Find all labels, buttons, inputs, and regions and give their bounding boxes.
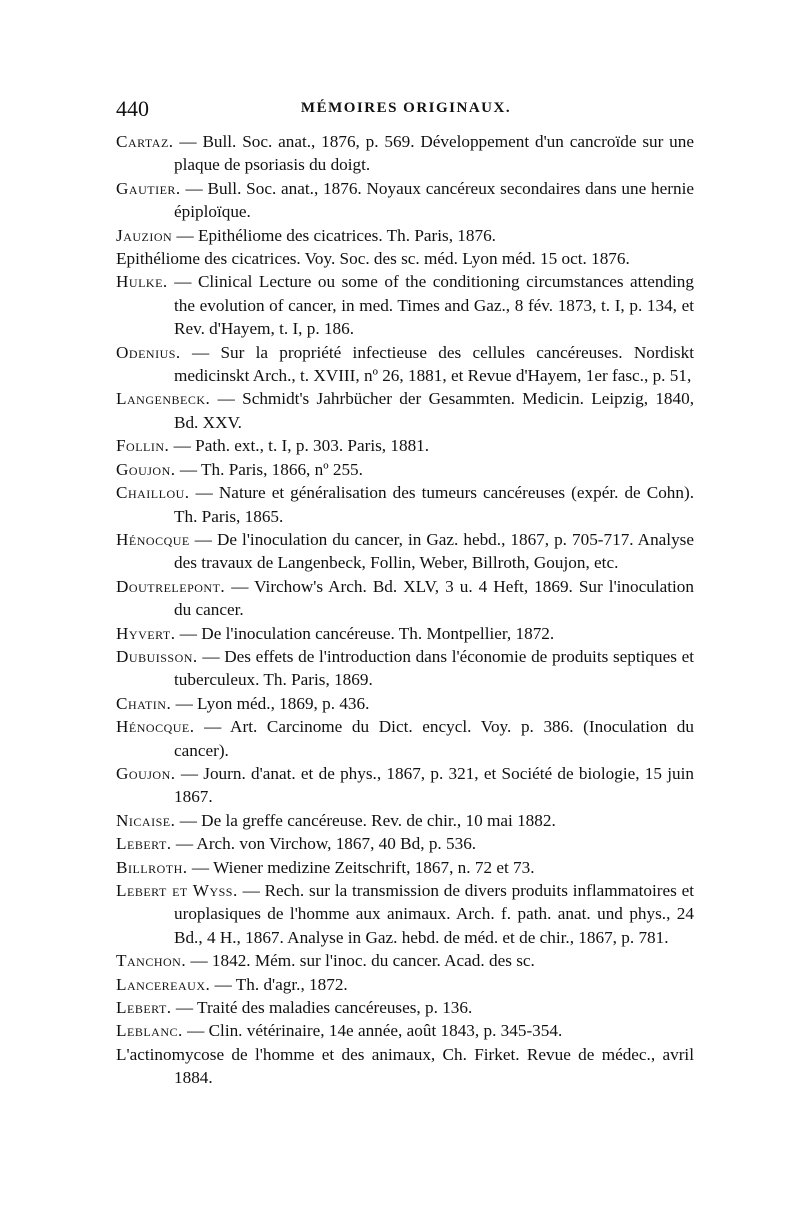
reference-entry xyxy=(116,996,694,1019)
reference-entry xyxy=(116,528,694,575)
reference-entry xyxy=(116,692,694,715)
reference-author: Hénocque xyxy=(116,529,190,549)
reference-text: — Nature et généralisation des tumeurs cancéreuses (expér. de Cohn). Th. Paris, 1865. xyxy=(174,483,694,526)
reference-text: — Lyon méd., 1869, p. 436. xyxy=(171,693,370,713)
reference-author: Chaillou. xyxy=(116,483,190,503)
reference-author: Lebert. xyxy=(116,834,172,854)
reference-entry xyxy=(116,270,694,340)
page-header xyxy=(116,96,696,126)
reference-author: Chatin. xyxy=(116,693,172,713)
reference-entry xyxy=(116,879,694,949)
reference-entry xyxy=(116,130,694,177)
reference-text: — Path. ext., t. I, p. 303. Paris, 1881. xyxy=(169,436,430,456)
reference-entry xyxy=(116,434,694,457)
reference-text: — Journ. d'anat. et de phys., 1867, p. 321, et Société de biologie, 15 juin 1867. xyxy=(174,763,694,807)
reference-text: — Bull. Soc. anat., 1876, p. 569. Développement d'un cancroïde sur une plaque de psoriasis du doigt. xyxy=(173,132,694,175)
reference-text: — Des effets de l'introduction dans l'économie de produits septiques et tuberculeux. Th. Paris, 1869. xyxy=(174,646,694,690)
reference-text: — Th. d'agr., 1872. xyxy=(210,974,348,994)
reference-author: Follin. xyxy=(116,436,170,456)
reference-entry xyxy=(116,832,694,855)
reference-text: — Sur la propriété infectieuse des cellules cancéreuses. Nordiskt medicinskt Arch., t. XVIII, nº 26, 1881, et Revue d'Hayem, 1er fasc., p. 51, xyxy=(174,342,694,386)
reference-author: Gautier. xyxy=(116,178,181,198)
reference-text: — Rech. sur la transmission de divers produits inflammatoires et uroplasiques de l'homme aux animaux. Arch. f. path. anat. und phys., 24 Bd., 4 H., 1867. Analyse in Gaz. hebd. de méd. et de chir., 1867, p. 781. xyxy=(174,881,694,947)
reference-author: Odenius. xyxy=(116,342,181,362)
reference-text: — De l'inoculation du cancer, in Gaz. hebd., 1867, p. 705-717. Analyse des travaux de Langenbeck, Follin, Weber, Billroth, Goujon, etc. xyxy=(174,529,694,573)
reference-text: — De l'inoculation cancéreuse. Th. Montpellier, 1872. xyxy=(175,623,555,643)
page-number: 440 xyxy=(116,96,149,121)
reference-author: Hénocque. xyxy=(116,717,195,737)
reference-entry xyxy=(116,1043,694,1090)
reference-author: Hyvert. xyxy=(116,623,176,643)
reference-text: — Schmidt's Jahrbücher der Gesammten. Medicin. Leipzig, 1840, Bd. XXV. xyxy=(174,389,694,432)
reference-entry xyxy=(116,856,694,879)
reference-author: Billroth. xyxy=(116,857,188,877)
reference-entry xyxy=(116,762,694,809)
reference-entry xyxy=(116,387,694,434)
reference-entry xyxy=(116,949,694,972)
reference-list xyxy=(116,130,694,1090)
reference-author: Langenbeck. xyxy=(116,389,211,409)
reference-text: — Traité des maladies cancéreuses, p. 136. xyxy=(171,998,473,1018)
reference-text: — Art. Carcinome du Dict. encycl. Voy. p. 386. (Inoculation du cancer). xyxy=(174,717,694,760)
reference-author: Doutrelepont. xyxy=(116,576,226,596)
reference-text: L'actinomycose de l'homme et des animaux, Ch. Firket. Revue de médec., avril 1884. xyxy=(116,1044,694,1088)
reference-author: Cartaz. xyxy=(116,132,174,151)
reference-entry xyxy=(116,458,694,481)
reference-text: — Wiener medizine Zeitschrift, 1867, n. 72 et 73. xyxy=(187,857,535,877)
reference-entry xyxy=(116,575,694,622)
reference-entry xyxy=(116,481,694,528)
reference-entry xyxy=(116,715,694,762)
reference-author: Leblanc. xyxy=(116,1021,183,1041)
reference-entry xyxy=(116,341,694,388)
reference-text: — Virchow's Arch. Bd. XLV, 3 u. 4 Heft, 1869. Sur l'inoculation du cancer. xyxy=(174,576,694,620)
reference-text: — Clin. vétérinaire, 14e année, août 1843, p. 345-354. xyxy=(182,1021,563,1041)
reference-author: Nicaise. xyxy=(116,810,176,830)
running-title: MÉMOIRES ORIGINAUX. xyxy=(300,100,512,116)
reference-author: Lebert. xyxy=(116,998,172,1018)
reference-author: Lebert et Wyss. xyxy=(116,881,238,900)
reference-entry xyxy=(116,1019,694,1042)
reference-text: — Bull. Soc. anat., 1876. Noyaux cancéreux secondaires dans une hernie épiploïque. xyxy=(174,178,694,222)
reference-author: Hulke. xyxy=(116,272,168,292)
reference-author: Lancereaux. xyxy=(116,974,211,994)
reference-text: Epithéliome des cicatrices. Voy. Soc. des sc. méd. Lyon méd. 15 oct. 1876. xyxy=(116,249,630,269)
reference-entry xyxy=(116,622,694,645)
reference-entry xyxy=(116,224,694,247)
reference-text: — Arch. von Virchow, 1867, 40 Bd, p. 536. xyxy=(171,834,477,854)
reference-text: — Clinical Lecture ou some of the conditioning circumstances attending the evolution of cancer, in med. Times and Gaz., 8 fév. 1873, t. I, p. 134, et Rev. d'Hayem, t. I, p. 186. xyxy=(167,272,694,339)
reference-entry xyxy=(116,809,694,832)
reference-text: — Th. Paris, 1866, nº 255. xyxy=(175,459,363,479)
reference-text: — 1842. Mém. sur l'inoc. du cancer. Acad. des sc. xyxy=(186,951,535,971)
reference-author: Jauzion xyxy=(116,225,173,245)
reference-entry xyxy=(116,973,694,996)
reference-entry xyxy=(116,247,694,270)
reference-author: Goujon. xyxy=(116,459,176,479)
reference-author: Dubuisson. xyxy=(116,646,198,666)
reference-author: Tanchon. xyxy=(116,951,187,971)
reference-text: — Epithéliome des cicatrices. Th. Paris, 1876. xyxy=(172,225,496,245)
reference-entry xyxy=(116,177,694,224)
reference-entry xyxy=(116,645,694,692)
reference-author: Goujon. xyxy=(116,763,176,783)
reference-text: — De la greffe cancéreuse. Rev. de chir., 10 mai 1882. xyxy=(175,810,556,830)
